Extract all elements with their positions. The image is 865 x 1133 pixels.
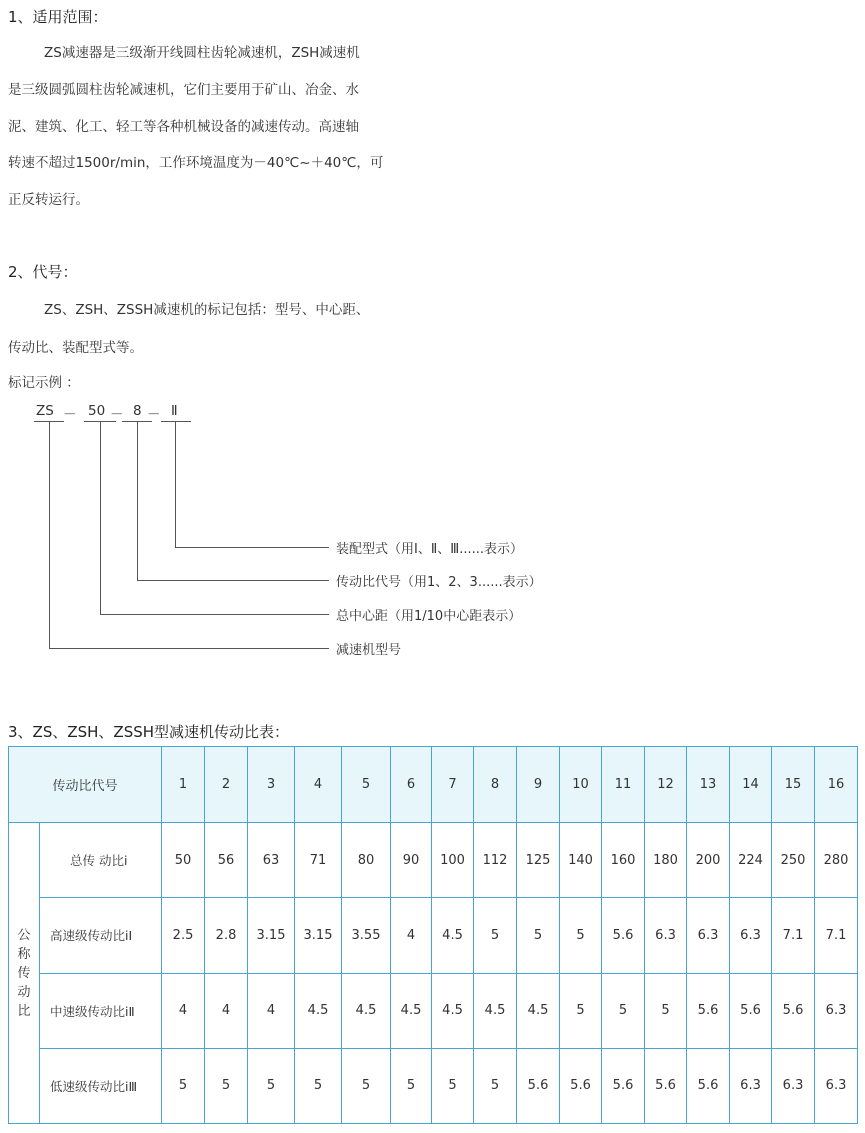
code-cell: 1: [162, 747, 205, 823]
table-cell: 160: [602, 823, 645, 898]
table-cell: 200: [687, 823, 730, 898]
table-cell: 224: [730, 823, 772, 898]
leader-ratio-vertical: [137, 422, 138, 580]
row-label-total: 总传 动比i: [40, 823, 162, 898]
table-cell: 80: [342, 823, 391, 898]
table-row-total: [9, 823, 858, 898]
table-cell: 180: [645, 823, 687, 898]
group-label: 公称传动比: [17, 927, 31, 1019]
table-row-mid-speed: [9, 973, 858, 1048]
table-cell: 125: [517, 823, 560, 898]
table-cell: 4: [162, 973, 205, 1048]
code-cell: 11: [602, 747, 645, 823]
table-cell: 4: [248, 973, 295, 1048]
code-cell: 7: [432, 747, 474, 823]
code-cell: 2: [205, 747, 248, 823]
table-cell: 4.5: [474, 973, 517, 1048]
ratio-table: [8, 746, 858, 1124]
table-cell: 50: [162, 823, 205, 898]
section1-line-1: ZS减速器是三级渐开线圆柱齿轮减速机，ZSH减速机: [44, 45, 360, 61]
code-cell: 15: [772, 747, 815, 823]
code-cell: 8: [474, 747, 517, 823]
legend-center-distance: 总中心距（用1/10中心距表示）: [336, 609, 522, 624]
table-cell: 5: [517, 898, 560, 973]
table-cell: 63: [248, 823, 295, 898]
table-cell: 6.3: [815, 1048, 858, 1123]
leader-model-vertical: [49, 422, 50, 648]
table-cell: 5.6: [772, 973, 815, 1048]
table-cell: 5: [391, 1048, 432, 1123]
row-label-mid-speed: 中速级传动比iⅡ: [40, 973, 162, 1048]
code-cell: 16: [815, 747, 858, 823]
section2-title: 2、代号：: [8, 263, 78, 281]
section2-line-1: ZS、ZSH、ZSSH减速机的标记包括：型号、中心距、: [44, 302, 370, 318]
code-cell: 12: [645, 747, 687, 823]
code-cell: 14: [730, 747, 772, 823]
table-cell: 6.3: [772, 1048, 815, 1123]
leader-assembly-vertical: [175, 422, 176, 547]
table-cell: 5: [474, 1048, 517, 1123]
table-cell: 5.6: [645, 1048, 687, 1123]
table-cell: 5.6: [687, 1048, 730, 1123]
section1-line-2: 是三级圆弧圆柱齿轮减速机，它们主要用于矿山、冶金、水: [8, 82, 359, 98]
table-cell: 6.3: [815, 973, 858, 1048]
table-cell: 3.15: [248, 898, 295, 973]
leader-center-vertical: [100, 422, 101, 614]
row-label-high-speed: 高速级传动比iⅠ: [40, 898, 162, 973]
table-cell: 112: [474, 823, 517, 898]
section3-title: 3、ZS、ZSH、ZSSH型减速机传动比表：: [8, 723, 290, 741]
table-cell: 100: [432, 823, 474, 898]
table-cell: 5.6: [730, 973, 772, 1048]
code-cell: 3: [248, 747, 295, 823]
table-cell: 5.6: [602, 1048, 645, 1123]
table-cell: 5.6: [517, 1048, 560, 1123]
table-row-high-speed: [9, 898, 858, 973]
table-cell: 5: [162, 1048, 205, 1123]
table-cell: 3.55: [342, 898, 391, 973]
table-cell: 5: [248, 1048, 295, 1123]
row-label-low-speed: 低速级传动比iⅢ: [40, 1048, 162, 1123]
table-cell: 3.15: [295, 898, 342, 973]
table-header-row: [9, 747, 858, 823]
leader-model-horizontal: [49, 648, 329, 649]
table-cell: 90: [391, 823, 432, 898]
table-cell: 5: [205, 1048, 248, 1123]
table-cell: 280: [815, 823, 858, 898]
table-cell: 6.3: [730, 1048, 772, 1123]
leader-center-horizontal: [100, 614, 329, 615]
section1-title: 1、适用范围：: [8, 8, 108, 26]
table-cell: 5: [560, 973, 602, 1048]
table-cell: 4.5: [517, 973, 560, 1048]
code-cell: 5: [342, 747, 391, 823]
code-cell: 6: [391, 747, 432, 823]
section1-line-4: 转速不超过1500r/min，工作环境温度为－40℃~＋40℃，可: [8, 155, 384, 171]
code-part-ratio: 8: [133, 403, 142, 419]
table-cell: 2.8: [205, 898, 248, 973]
table-cell: 5: [342, 1048, 391, 1123]
leader-ratio-horizontal: [137, 580, 329, 581]
code-dash-1: －: [63, 407, 77, 423]
table-row-low-speed: [9, 1048, 858, 1123]
table-cell: 4.5: [432, 973, 474, 1048]
table-cell: 56: [205, 823, 248, 898]
table-cell: 140: [560, 823, 602, 898]
table-cell: 6.3: [645, 898, 687, 973]
table-cell: 7.1: [815, 898, 858, 973]
table-cell: 5: [432, 1048, 474, 1123]
code-dash-2: －: [110, 407, 124, 423]
table-cell: 5: [474, 898, 517, 973]
section2-line-2: 传动比、装配型式等。: [8, 340, 143, 356]
table-cell: 7.1: [772, 898, 815, 973]
table-cell: 4: [205, 973, 248, 1048]
code-dash-3: －: [147, 407, 161, 423]
table-cell: 6.3: [730, 898, 772, 973]
table-cell: 2.5: [162, 898, 205, 973]
code-cell: 10: [560, 747, 602, 823]
legend-reducer-model: 减速机型号: [336, 643, 402, 658]
code-cell: 9: [517, 747, 560, 823]
section1-line-5: 正反转运行。: [8, 192, 89, 208]
legend-ratio-code: 传动比代号（用1、2、3......表示）: [336, 575, 542, 590]
table-cell: 4.5: [342, 973, 391, 1048]
table-cell: 4: [391, 898, 432, 973]
table-cell: 4.5: [432, 898, 474, 973]
leader-assembly-horizontal: [175, 547, 329, 548]
table-cell: 5: [295, 1048, 342, 1123]
table-cell: 5.6: [687, 973, 730, 1048]
table-cell: 5: [645, 973, 687, 1048]
section1-line-3: 泥、建筑、化工、轻工等各种机械设备的减速传动。高速轴: [8, 119, 359, 135]
table-cell: 71: [295, 823, 342, 898]
code-part-assembly: Ⅱ: [171, 403, 178, 419]
table-cell: 5: [560, 898, 602, 973]
code-cell: 4: [295, 747, 342, 823]
code-header-cell: 传动比代号: [9, 747, 162, 823]
group-label-cell: [9, 823, 40, 1124]
table-cell: 5: [602, 973, 645, 1048]
code-part-model: ZS: [36, 403, 54, 419]
table-cell: 4.5: [295, 973, 342, 1048]
table-cell: 5.6: [602, 898, 645, 973]
table-cell: 6.3: [687, 898, 730, 973]
example-label: 标记示例 ：: [8, 375, 80, 391]
table-cell: 250: [772, 823, 815, 898]
code-part-center: 50: [88, 403, 106, 419]
table-cell: 4.5: [391, 973, 432, 1048]
legend-assembly-form: 装配型式（用Ⅰ、Ⅱ、Ⅲ......表示）: [336, 542, 523, 557]
underline-assembly: [161, 421, 191, 422]
code-cell: 13: [687, 747, 730, 823]
table-cell: 5.6: [560, 1048, 602, 1123]
